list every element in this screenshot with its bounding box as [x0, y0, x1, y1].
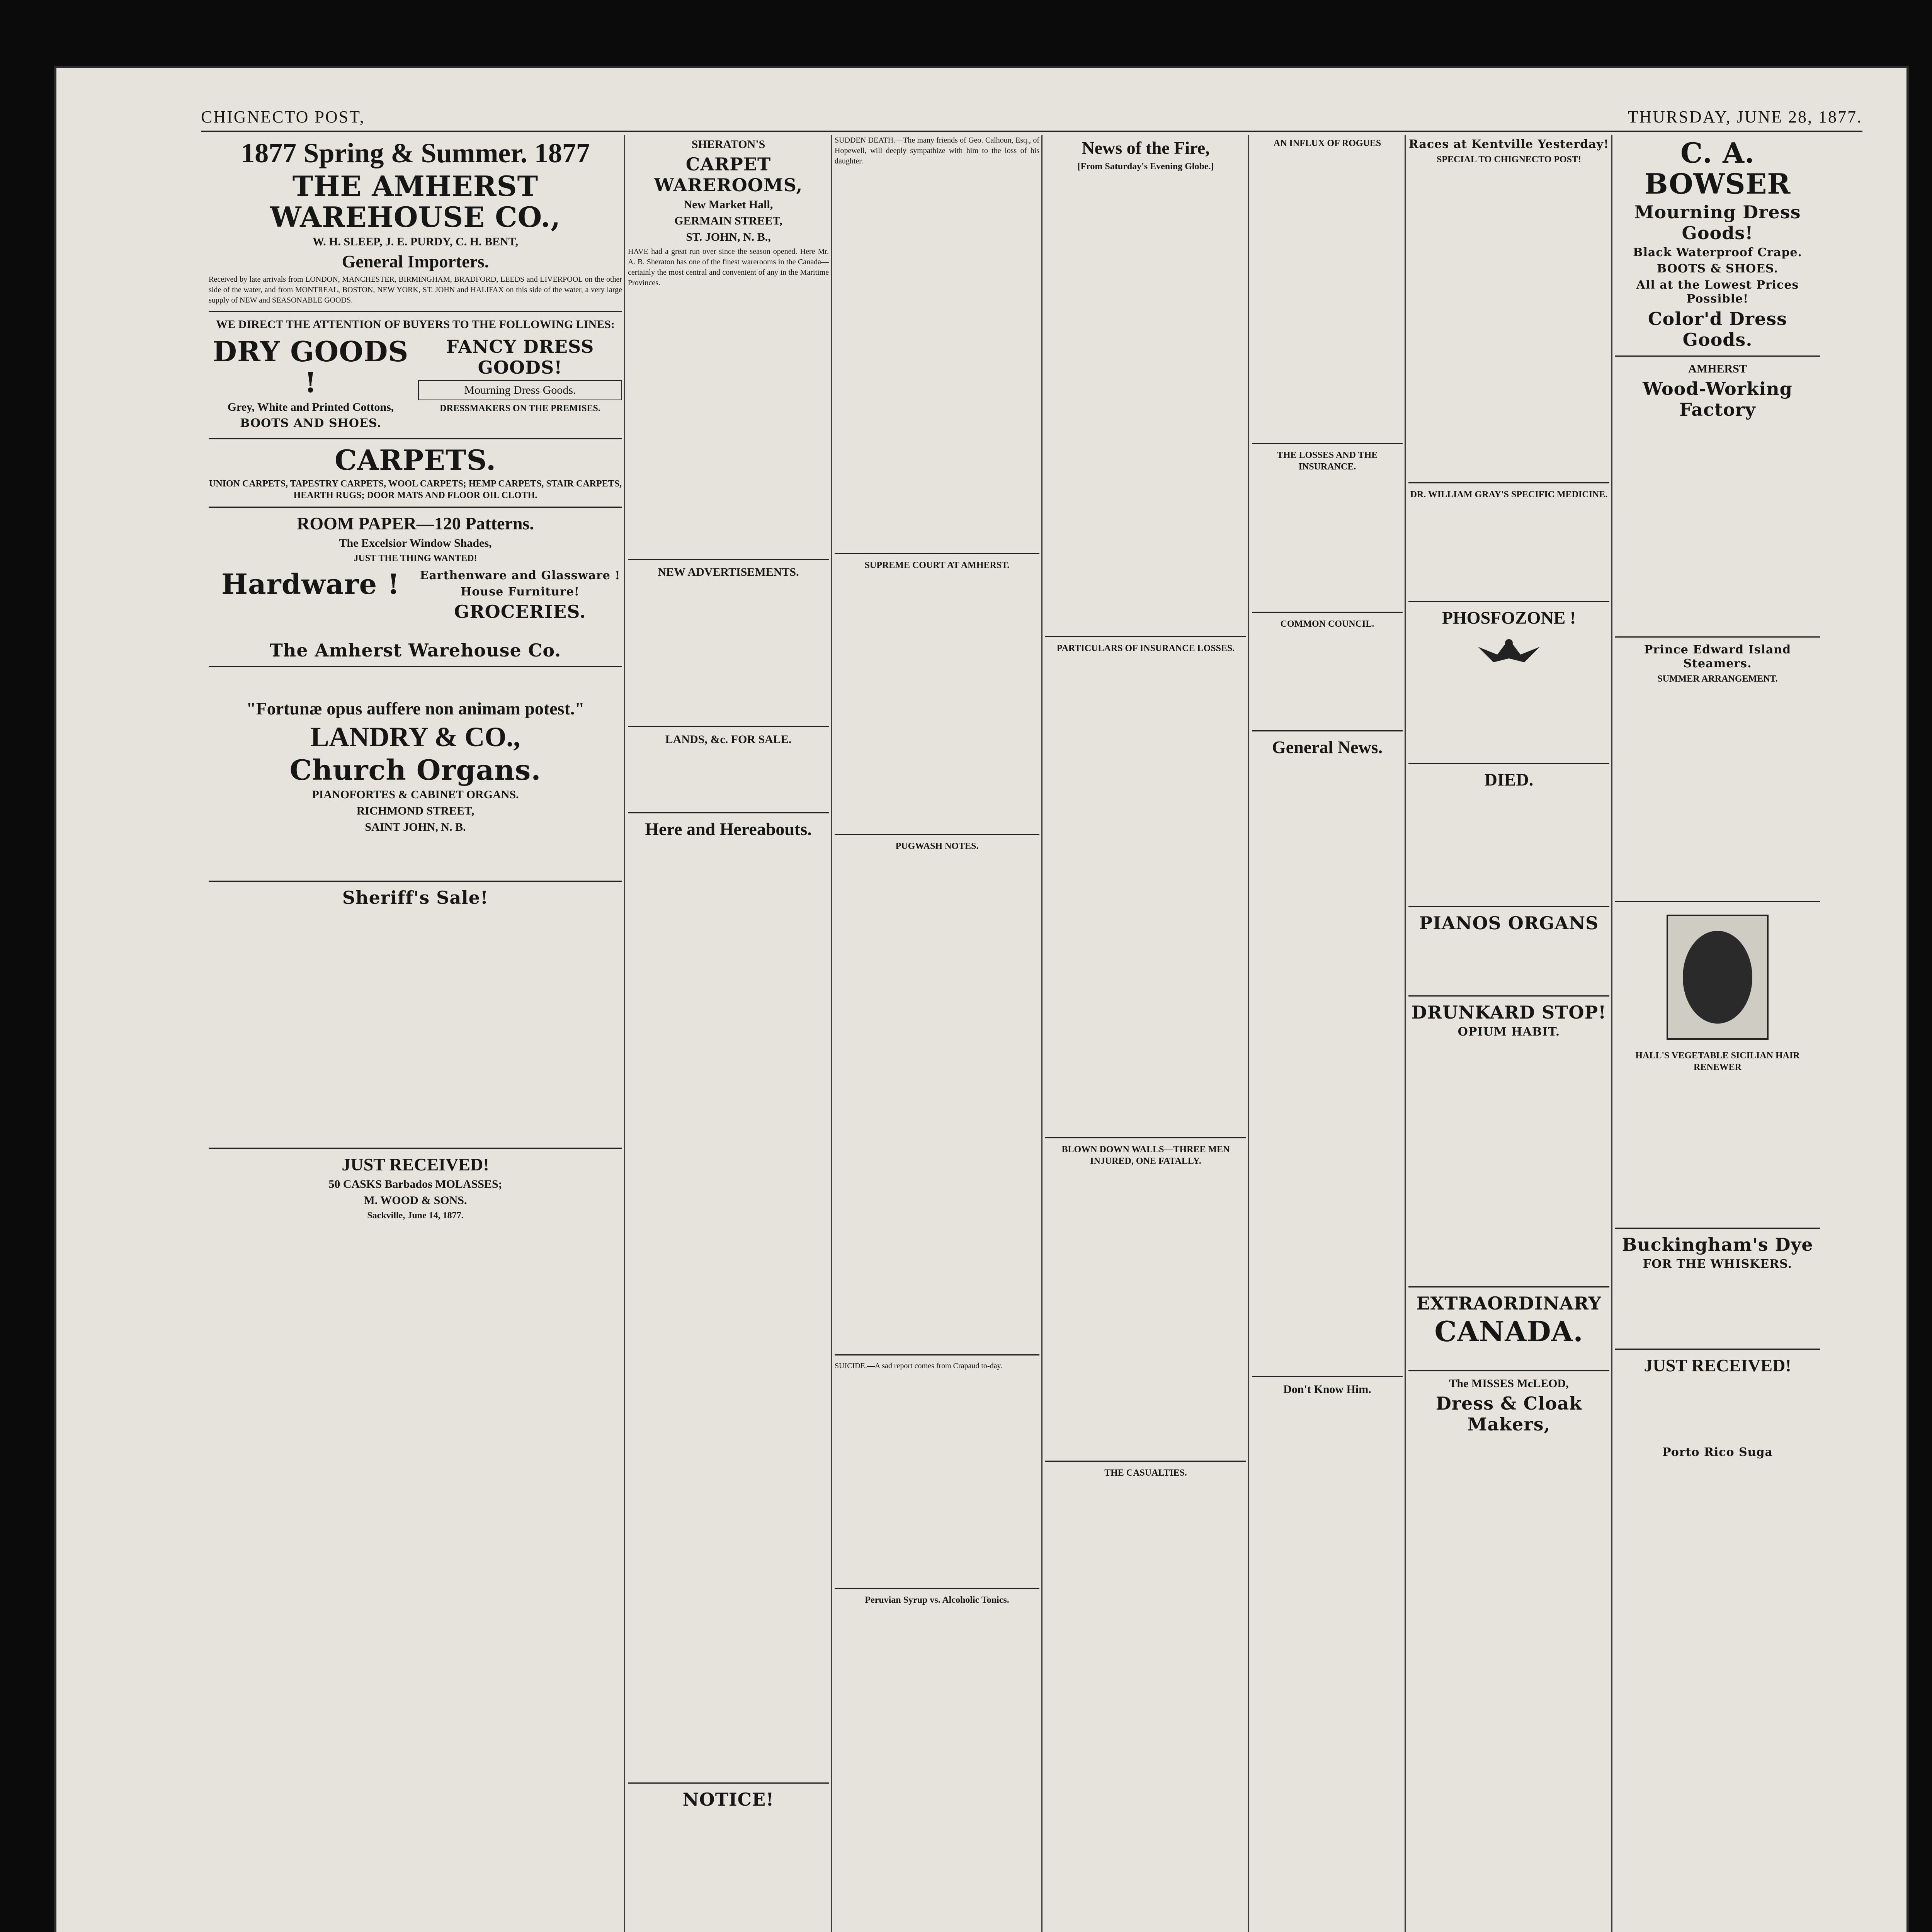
wood-working-factory-heading: Wood-Working Factory: [1643, 378, 1793, 420]
pianos-organs-heading: PIANOS ORGANS: [1419, 913, 1599, 934]
just-received-heading-2: JUST RECEIVED!: [1644, 1355, 1791, 1375]
waterproof-crape-heading: Black Waterproof Crape.: [1633, 246, 1802, 259]
carpets-heading: CARPETS.: [334, 444, 497, 476]
phosfozone-heading: PHOSFOZONE !: [1442, 608, 1576, 628]
opium-habit-heading: OPIUM HABIT.: [1458, 1025, 1560, 1039]
canada-heading: CANADA.: [1434, 1315, 1583, 1348]
headline-spring-summer: 1877 Spring & Summer. 1877: [241, 138, 590, 168]
st-john: ST. JOHN, N. B.,: [686, 231, 771, 243]
casualties-heading: THE CASUALTIES.: [1104, 1468, 1187, 1478]
boots-shoes-heading: BOOTS AND SHOES.: [240, 417, 381, 430]
extraordinary-heading: EXTRAORDINARY: [1416, 1293, 1602, 1314]
pei-steamers-heading: Prince Edward Island Steamers.: [1644, 643, 1791, 670]
here-hereabouts-heading: Here and Hereabouts.: [645, 819, 812, 839]
fancy-dress-goods-heading: FANCY DRESS GOODS!: [446, 336, 594, 378]
general-news-heading: General News.: [1272, 737, 1383, 757]
misses-mcleod-heading: The MISSES McLEOD,: [1449, 1377, 1569, 1390]
dress-cloak-makers-heading: Dress & Cloak Makers,: [1435, 1393, 1582, 1435]
dressmakers-heading: DRESSMAKERS ON THE PREMISES.: [440, 403, 600, 413]
pugwash-notes-item: PUGWASH NOTES.: [895, 841, 979, 851]
sheriff-sale-heading: Sheriff's Sale!: [342, 887, 489, 908]
masthead: [201, 100, 1862, 132]
earthenware-heading: Earthenware and Glassware !: [420, 569, 621, 582]
warehouse-footer: The Amherst Warehouse Co.: [269, 640, 561, 661]
shades-note: JUST THE THING WANTED!: [354, 553, 477, 563]
just-received-heading: JUST RECEIVED!: [342, 1155, 489, 1174]
losses-insurance-heading: THE LOSSES AND THE INSURANCE.: [1277, 450, 1378, 472]
latin-motto: "Fortunæ opus auffere non animam potest.": [246, 699, 585, 718]
new-ads-heading: NEW ADVERTISEMENTS.: [658, 566, 799, 578]
common-council-heading: COMMON COUNCIL.: [1280, 619, 1374, 629]
column-2: [628, 135, 829, 1932]
amherst-warehouse-title: THE AMHERST WAREHOUSE CO.,: [270, 170, 561, 233]
column-5: [1252, 135, 1403, 1932]
supreme-court-item: SUPREME COURT AT AMHERST.: [864, 560, 1010, 570]
window-shades-heading: The Excelsior Window Shades,: [339, 537, 492, 549]
column-1: [209, 135, 622, 1932]
furniture-heading: House Furniture!: [461, 585, 580, 599]
sheraton-heading: SHERATON'S: [691, 138, 765, 151]
room-paper-heading: ROOM PAPER—120 Patterns.: [297, 514, 534, 533]
from-globe: [From Saturday's Evening Globe.]: [1077, 162, 1214, 172]
special-to-post: SPECIAL TO CHIGNECTO POST!: [1436, 155, 1582, 165]
notice-heading: NOTICE!: [682, 1789, 774, 1810]
paper-date: THURSDAY, JUNE 28, 1877.: [1628, 107, 1862, 126]
eagle-icon: [1474, 631, 1544, 678]
carpets-list: UNION CARPETS, TAPESTRY CARPETS, WOOL CARPETS; HEMP CARPETS, STAIR CARPETS, HEARTH RUGS; DOOR MATS AND FLOOR OIL CLOTH.: [209, 479, 622, 500]
attention-heading: WE DIRECT THE ATTENTION OF BUYERS TO THE FOLLOWING LINES:: [216, 318, 615, 331]
sheraton-text: HAVE had a great run over since the season opened. Here Mr. A. B. Sheraton has one of the finest warerooms in the Canada—certainly the most central and convenient of any in the Maritime Provinces.: [628, 247, 829, 287]
mourning-goods-heading: Mourning Dress Goods!: [1634, 202, 1801, 243]
lands-heading: LANDS, &c. FOR SALE.: [665, 733, 792, 746]
news-of-fire-heading: News of the Fire,: [1082, 138, 1210, 158]
halls-renewer-label: HALL'S VEGETABLE SICILIAN HAIR RENEWER: [1635, 1051, 1800, 1072]
market-hall: New Market Hall,: [684, 198, 773, 211]
insurance-losses-heading: PARTICULARS OF INSURANCE LOSSES.: [1056, 643, 1235, 653]
carpet-warerooms-heading: CARPET WAREROOMS,: [654, 154, 803, 196]
cottons-heading: Grey, White and Printed Cottons,: [227, 401, 394, 413]
drunkard-stop-heading: DRUNKARD STOP!: [1411, 1002, 1607, 1023]
boots-shoes-heading-2: BOOTS & SHOES.: [1656, 262, 1779, 276]
influx-of-rogues: AN INFLUX OF ROGUES: [1273, 138, 1381, 148]
hardware-heading: Hardware !: [221, 568, 400, 600]
saint-john: SAINT JOHN, N. B.: [365, 821, 466, 833]
lowest-prices-heading: All at the Lowest Prices Possible!: [1636, 278, 1799, 306]
hall-renewer-bottle-image: [1660, 908, 1776, 1047]
paper-title: CHIGNECTO POST,: [201, 107, 365, 126]
general-importers: General Importers.: [342, 252, 489, 271]
dr-gray-medicine: DR. WILLIAM GRAY'S SPECIFIC MEDICINE.: [1410, 490, 1608, 500]
dont-know-him-heading: Don't Know Him.: [1283, 1383, 1371, 1396]
wood-date: Sackville, June 14, 1877.: [367, 1211, 464, 1221]
germain-street: GERMAIN STREET,: [674, 214, 782, 227]
column-7: [1615, 135, 1820, 1932]
partners: W. H. SLEEP, J. E. PURDY, C. H. BENT,: [312, 235, 519, 248]
suicide-item: SUICIDE.—A sad report comes from Crapaud to-day.: [835, 1362, 1003, 1370]
colored-dress-goods-heading: Color'd Dress Goods.: [1648, 308, 1787, 350]
mourning-box: Mourning Dress Goods.: [418, 380, 622, 400]
races-kentville-heading: Races at Kentville Yesterday!: [1408, 138, 1609, 151]
sudden-death-item: SUDDEN DEATH.—The many friends of Geo. Calhoun, Esq., of Hopewell, will deeply sympathize with him to the loss of his daughter.: [835, 136, 1039, 165]
buckingham-dye-heading: Buckingham's Dye: [1622, 1234, 1813, 1255]
landry-heading: LANDRY & CO.,: [310, 721, 520, 752]
warehouse-intro: Received by late arrivals from LONDON, MANCHESTER, BIRMINGHAM, BRADFORD, LEEDS and LIVERPOOL on the other side of the water, and from MONTREAL, BOSTON, NEW YORK, ST. JOHN and HALIFAX on this side of the water, a very large supply of NEW and SEASONABLE GOODS.: [209, 275, 622, 304]
summer-arrangement: SUMMER ARRANGEMENT.: [1657, 674, 1778, 684]
wood-sons: M. WOOD & SONS.: [364, 1194, 467, 1207]
column-3: [835, 135, 1039, 1932]
groceries-heading: GROCERIES.: [454, 601, 586, 622]
pianofortes-heading: PIANOFORTES & CABINET ORGANS.: [312, 788, 519, 801]
porto-rico-heading: Porto Rico Suga: [1662, 1446, 1773, 1459]
bowser-heading: C. A. BOWSER: [1644, 136, 1791, 200]
for-whiskers-heading: FOR THE WHISKERS.: [1643, 1257, 1793, 1271]
molasses-line: 50 CASKS Barbados MOLASSES;: [328, 1178, 502, 1190]
died-heading: DIED.: [1484, 770, 1534, 789]
peruvian-syrup-item: Peruvian Syrup vs. Alcoholic Tonics.: [865, 1595, 1009, 1605]
dry-goods-heading: DRY GOODS !: [213, 335, 409, 399]
amherst-heading: AMHERST: [1688, 362, 1747, 375]
column-6: [1408, 135, 1609, 1932]
richmond-street: RICHMOND STREET,: [356, 804, 474, 817]
blown-down-walls-heading: BLOWN DOWN WALLS—THREE MEN INJURED, ONE FATALLY.: [1061, 1145, 1230, 1166]
church-organs-heading: Church Organs.: [289, 753, 541, 786]
column-4: [1045, 135, 1246, 1932]
